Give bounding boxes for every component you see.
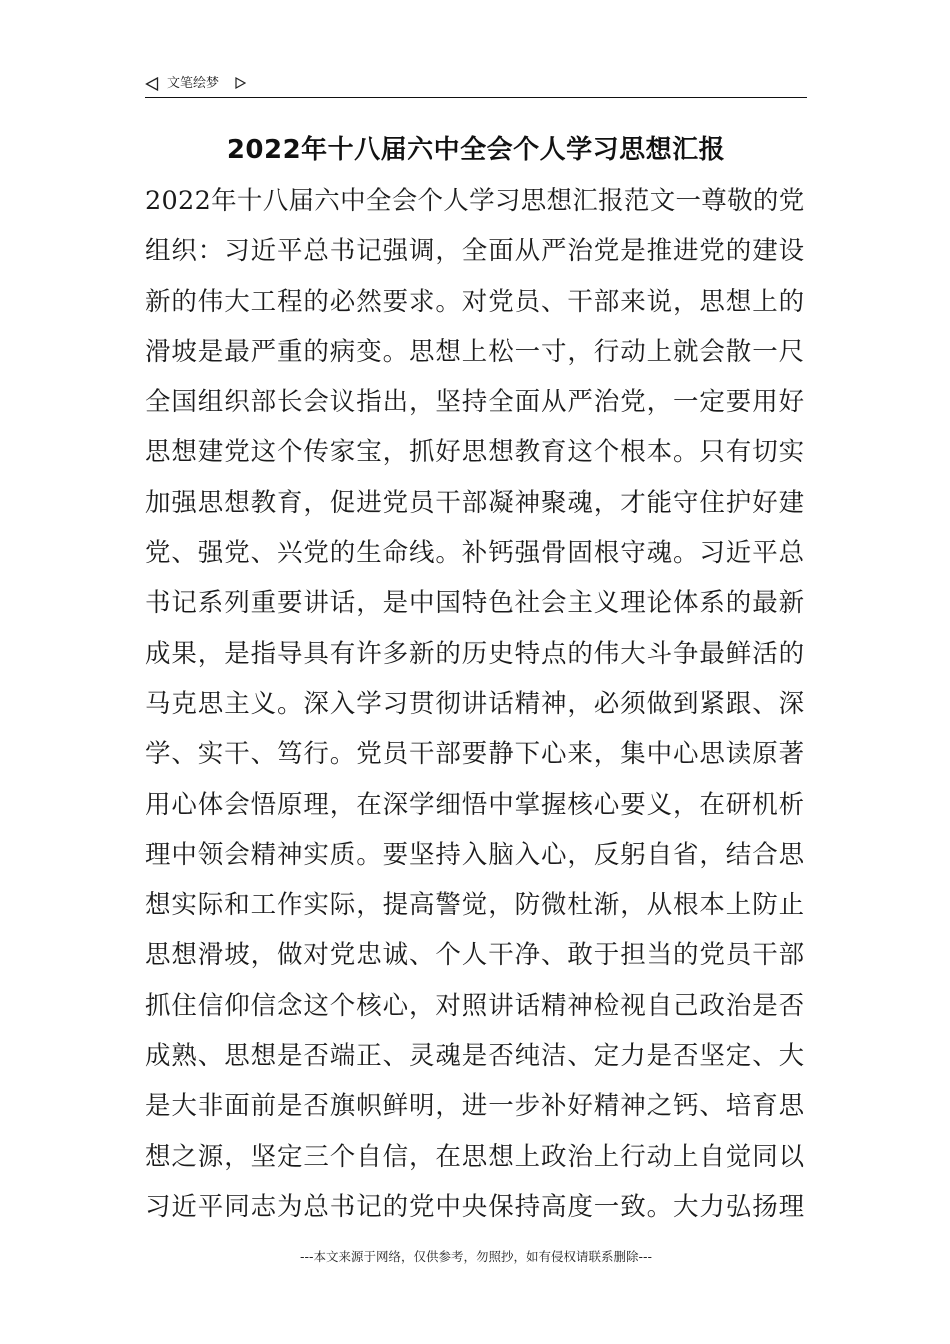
header-divider xyxy=(145,97,807,98)
brand-name: 文笔绘梦 xyxy=(167,76,220,91)
body-line: 成熟、思想是否端正、灵魂是否纯洁、定力是否坚定、大 xyxy=(145,1041,806,1072)
body-line: 滑坡是最严重的病变。思想上松一寸，行动上就会散一尺 xyxy=(145,336,806,367)
body-line: 思想建党这个传家宝，抓好思想教育这个根本。只有切实 xyxy=(145,437,806,468)
document-title: 2022年十八届六中全会个人学习思想汇报 xyxy=(226,135,726,165)
body-line: 用心体会悟原理，在深学细悟中掌握核心要义，在研机析 xyxy=(145,789,806,820)
triangle-left-outline-icon xyxy=(145,77,159,91)
body-line: 抓住信仰信念这个核心，对照讲话精神检视自己政治是否 xyxy=(145,990,806,1021)
body-line: 书记系列重要讲话，是中国特色社会主义理论体系的最新 xyxy=(145,588,806,619)
body-line: 党、强党、兴党的生命线。补钙强骨固根守魂。习近平总 xyxy=(145,538,806,569)
body-line: 马克思主义。深入学习贯彻讲话精神，必须做到紧跟、深 xyxy=(145,688,806,719)
page-footer-notice: ---本文来源于网络，仅供参考，勿照抄，如有侵权请联系删除--- xyxy=(299,1249,653,1264)
body-line: 2022年十八届六中全会个人学习思想汇报范文一尊敬的党 xyxy=(145,186,805,216)
body-line: 加强思想教育，促进党员干部凝神聚魂，才能守住护好建 xyxy=(145,487,806,518)
body-line: 组织：习近平总书记强调，全面从严治党是推进党的建设 xyxy=(145,236,806,267)
body-line: 学、实干、笃行。党员干部要静下心来，集中心思读原著 xyxy=(145,739,806,770)
body-line: 成果，是指导具有许多新的历史特点的伟大斗争最鲜活的 xyxy=(145,638,806,669)
body-line: 是大非面前是否旗帜鲜明，进一步补好精神之钙、培育思 xyxy=(145,1091,806,1122)
body-line: 想之源，坚定三个自信，在思想上政治上行动上自觉同以 xyxy=(145,1141,806,1172)
triangle-right-outline-icon xyxy=(235,77,246,89)
body-line: 理中领会精神实质。要坚持入脑入心，反躬自省，结合思 xyxy=(145,839,806,870)
page-header xyxy=(145,72,807,98)
document-body xyxy=(145,176,807,1232)
body-line: 全国组织部长会议指出，坚持全面从严治党，一定要用好 xyxy=(145,387,806,418)
body-line: 新的伟大工程的必然要求。对党员、干部来说，思想上的 xyxy=(145,286,806,317)
body-line: 思想滑坡，做对党忠诚、个人干净、敢于担当的党员干部 xyxy=(145,940,806,971)
body-line: 习近平同志为总书记的党中央保持高度一致。大力弘扬理 xyxy=(145,1191,806,1222)
body-line: 想实际和工作实际，提高警觉，防微杜渐，从根本上防止 xyxy=(145,890,806,921)
